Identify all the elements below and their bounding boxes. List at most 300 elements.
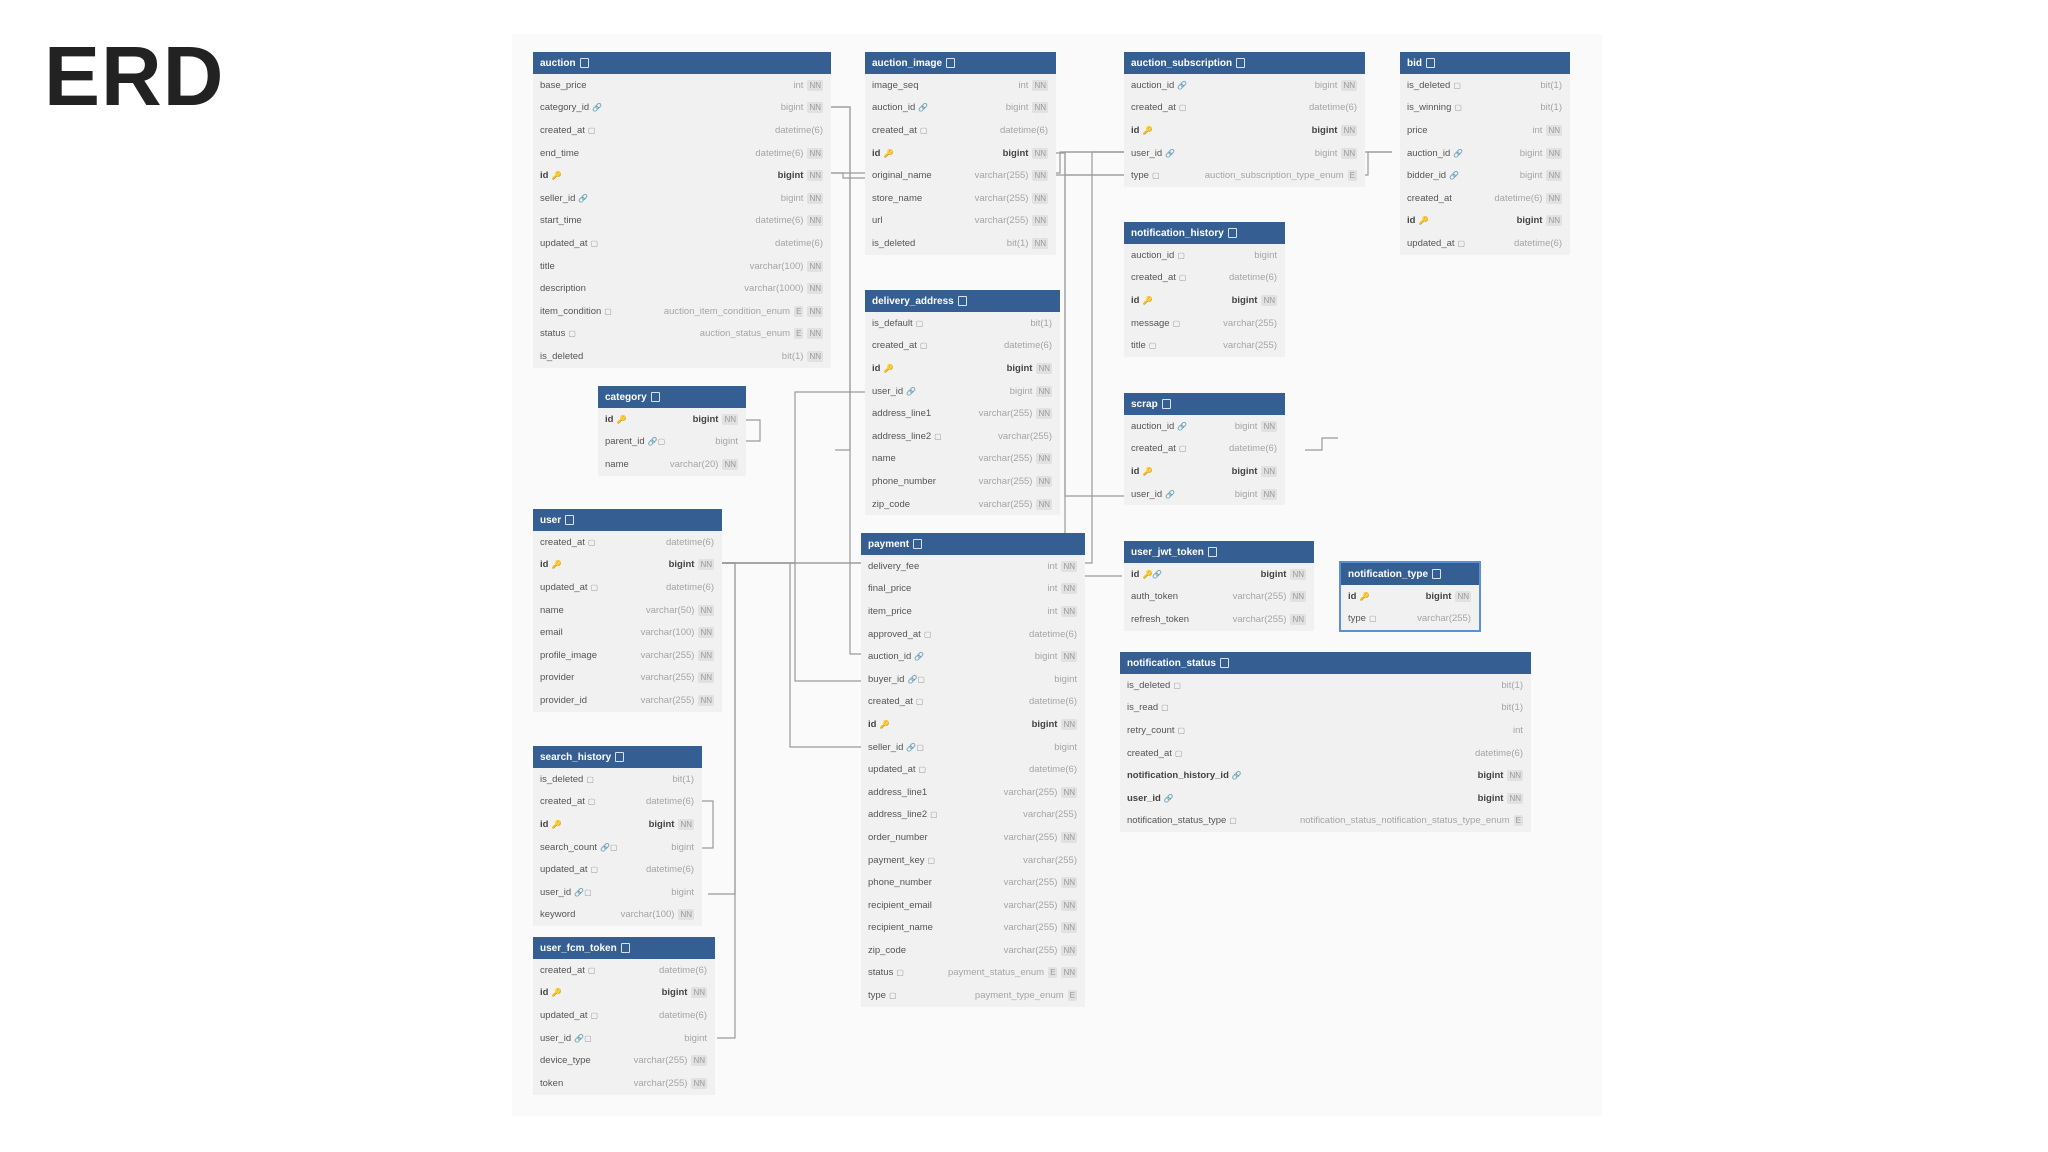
field-type: notification_status_notification_status_type_enum xyxy=(1299,815,1510,827)
table-header[interactable] xyxy=(865,52,1056,74)
field-name: created_at xyxy=(868,696,913,708)
note-icon xyxy=(615,752,624,762)
table-field-row[interactable] xyxy=(865,97,1056,120)
field-name: auction_id xyxy=(1131,249,1175,261)
table-header[interactable] xyxy=(598,386,746,408)
enum-badge: E xyxy=(1515,816,1521,826)
field-name: address_line1 xyxy=(868,786,928,798)
field-name: auction_id xyxy=(1131,420,1175,432)
table-field-row[interactable] xyxy=(865,335,1060,358)
table-field-row[interactable] xyxy=(533,1072,715,1095)
table-user_fcm_token[interactable] xyxy=(533,937,715,1095)
table-field-row[interactable] xyxy=(865,357,1060,380)
field-type: bigint xyxy=(1519,170,1543,182)
field-type: varchar(255) xyxy=(974,192,1029,204)
table-header[interactable] xyxy=(861,533,1085,555)
table-field-row[interactable] xyxy=(861,894,1085,917)
not-null-badge: NN xyxy=(700,673,712,683)
table-field-row[interactable] xyxy=(865,448,1060,471)
key-icon: 🔗▢ xyxy=(647,437,666,447)
not-null-badge: NN xyxy=(1038,499,1050,509)
not-null-badge: NN xyxy=(1034,80,1046,90)
table-header[interactable] xyxy=(1124,393,1285,415)
table-field-row[interactable] xyxy=(865,493,1060,516)
field-type: varchar(255) xyxy=(1232,613,1287,625)
field-name: email xyxy=(540,627,563,639)
field-name: device_type xyxy=(540,1055,591,1067)
not-null-badge: NN xyxy=(1063,878,1075,888)
not-null-badge: NN xyxy=(809,80,821,90)
table-field-row[interactable] xyxy=(533,791,702,814)
table-field-row[interactable] xyxy=(533,959,715,982)
table-field-row[interactable] xyxy=(861,804,1085,827)
table-field-row[interactable] xyxy=(533,813,702,836)
field-type: bigint xyxy=(1234,488,1258,500)
key-icon: ▢ xyxy=(1172,318,1181,328)
key-icon: ▢ xyxy=(1173,680,1181,690)
field-name: approved_at xyxy=(868,628,921,640)
table-field-row[interactable] xyxy=(1124,415,1285,438)
field-name: title xyxy=(1131,340,1146,352)
table-field-row[interactable] xyxy=(1400,142,1570,165)
field-type: varchar(255) xyxy=(1232,591,1287,603)
table-field-row[interactable] xyxy=(598,431,746,454)
field-name: created_at xyxy=(1131,102,1176,114)
table-field-row[interactable] xyxy=(533,644,722,667)
table-scrap[interactable] xyxy=(1124,393,1285,505)
table-user[interactable] xyxy=(533,509,722,712)
table-name: scrap xyxy=(1131,398,1158,410)
field-name: is_deleted xyxy=(1407,79,1451,91)
table-field-row[interactable] xyxy=(1400,119,1570,142)
key-icon: ▢ xyxy=(604,306,612,316)
field-name: item_price xyxy=(868,605,912,617)
field-name: id xyxy=(1131,465,1140,477)
field-name: updated_at xyxy=(540,237,588,249)
key-icon: ▢ xyxy=(586,774,594,784)
table-field-row[interactable] xyxy=(1124,608,1314,631)
not-null-badge: NN xyxy=(680,910,692,920)
field-type: datetime(6) xyxy=(658,1009,707,1021)
table-category[interactable] xyxy=(598,386,746,476)
field-type: int xyxy=(1018,79,1029,91)
table-field-row[interactable] xyxy=(1124,97,1365,120)
field-type: datetime(6) xyxy=(1308,102,1357,114)
table-field-row[interactable] xyxy=(865,74,1056,97)
note-icon xyxy=(1220,658,1229,668)
table-field-row[interactable] xyxy=(533,119,831,142)
not-null-badge: NN xyxy=(809,284,821,294)
table-field-row[interactable] xyxy=(533,345,831,368)
table-header[interactable] xyxy=(1124,222,1285,244)
table-field-row[interactable] xyxy=(533,232,831,255)
table-field-row[interactable] xyxy=(1124,483,1285,506)
table-field-row[interactable] xyxy=(861,600,1085,623)
table-field-row[interactable] xyxy=(533,1049,715,1072)
enum-badge: E xyxy=(796,329,802,339)
field-name: refresh_token xyxy=(1131,613,1190,625)
table-field-row[interactable] xyxy=(533,554,722,577)
table-bid[interactable] xyxy=(1400,52,1570,255)
field-type: bit(1) xyxy=(672,773,694,785)
field-type: varchar(255) xyxy=(974,170,1029,182)
field-name: auction_id xyxy=(872,102,916,114)
note-icon xyxy=(621,943,630,953)
table-field-row[interactable] xyxy=(533,97,831,120)
key-icon: ▢ xyxy=(587,125,596,135)
not-null-badge: NN xyxy=(1063,652,1075,662)
table-name: user_fcm_token xyxy=(540,942,617,954)
not-null-badge: NN xyxy=(1038,476,1050,486)
table-field-row[interactable] xyxy=(865,402,1060,425)
table-field-row[interactable] xyxy=(533,904,702,927)
not-null-badge: NN xyxy=(1063,584,1075,594)
not-null-badge: NN xyxy=(1263,466,1275,476)
not-null-badge: NN xyxy=(1063,606,1075,616)
table-field-row[interactable] xyxy=(1400,232,1570,255)
not-null-badge: NN xyxy=(1063,561,1075,571)
field-type: bigint xyxy=(780,192,804,204)
table-field-row[interactable] xyxy=(861,623,1085,646)
field-name: is_deleted xyxy=(872,237,916,249)
table-header[interactable] xyxy=(1120,652,1531,674)
field-name: is_deleted xyxy=(1127,679,1171,691)
field-name: id xyxy=(540,987,549,999)
field-name: seller_id xyxy=(868,741,904,753)
field-name: store_name xyxy=(872,192,923,204)
table-field-row[interactable] xyxy=(533,1004,715,1027)
table-field-row[interactable] xyxy=(533,531,722,554)
not-null-badge: NN xyxy=(1063,945,1075,955)
table-name: notification_status xyxy=(1127,657,1216,669)
field-type: bit(1) xyxy=(1540,79,1562,91)
table-field-row[interactable] xyxy=(533,881,702,904)
field-name: seller_id xyxy=(540,192,576,204)
not-null-badge: NN xyxy=(1263,489,1275,499)
not-null-badge: NN xyxy=(700,560,712,570)
not-null-badge: NN xyxy=(693,988,705,998)
table-field-row[interactable] xyxy=(533,74,831,97)
table-delivery_address[interactable] xyxy=(865,290,1060,515)
table-header[interactable] xyxy=(1400,52,1570,74)
key-icon: 🔗 xyxy=(914,652,925,662)
table-field-row[interactable] xyxy=(861,984,1085,1007)
table-header[interactable] xyxy=(1341,563,1479,585)
key-icon: ▢ xyxy=(1178,273,1187,283)
key-icon: ▢ xyxy=(590,582,599,592)
not-null-badge: NN xyxy=(1548,216,1560,226)
table-field-row[interactable] xyxy=(865,425,1060,448)
table-header[interactable] xyxy=(1124,541,1314,563)
field-type: datetime(6) xyxy=(1228,443,1277,455)
not-null-badge: NN xyxy=(809,306,821,316)
table-field-row[interactable] xyxy=(533,836,702,859)
field-type: payment_type_enum xyxy=(974,990,1064,1002)
not-null-badge: NN xyxy=(1548,125,1560,135)
note-icon xyxy=(1236,58,1245,68)
table-field-row[interactable] xyxy=(861,849,1085,872)
table-field-row[interactable] xyxy=(1124,267,1285,290)
field-name: auction_id xyxy=(1131,79,1175,91)
not-null-badge: NN xyxy=(1063,719,1075,729)
table-field-row[interactable] xyxy=(533,667,722,690)
table-field-row[interactable] xyxy=(865,210,1056,233)
field-type: varchar(50) xyxy=(645,604,695,616)
not-null-badge: NN xyxy=(1034,171,1046,181)
not-null-badge: NN xyxy=(809,193,821,203)
key-icon: 🔗 xyxy=(592,103,603,113)
field-type: bigint xyxy=(1231,294,1258,306)
key-icon: 🔗 xyxy=(1177,80,1188,90)
field-type: datetime(6) xyxy=(1028,628,1077,640)
table-field-row[interactable] xyxy=(865,380,1060,403)
table-header[interactable] xyxy=(865,290,1060,312)
table-field-row[interactable] xyxy=(1124,289,1285,312)
key-icon: 🔑 xyxy=(616,414,627,424)
key-icon: ▢ xyxy=(1151,171,1160,181)
not-null-badge: NN xyxy=(1034,238,1046,248)
key-icon: ▢ xyxy=(1454,103,1462,113)
table-field-row[interactable] xyxy=(533,164,831,187)
field-name: notification_history_id xyxy=(1127,770,1229,782)
table-field-row[interactable] xyxy=(1124,460,1285,483)
table-field-row[interactable] xyxy=(1124,334,1285,357)
note-icon xyxy=(1162,399,1171,409)
table-field-row[interactable] xyxy=(1124,438,1285,461)
key-icon: ▢ xyxy=(888,991,897,1001)
table-field-row[interactable] xyxy=(865,187,1056,210)
field-type: bigint xyxy=(1519,147,1543,159)
table-field-row[interactable] xyxy=(1120,810,1531,833)
table-field-row[interactable] xyxy=(865,164,1056,187)
table-auction_image[interactable] xyxy=(865,52,1056,255)
table-field-row[interactable] xyxy=(1120,742,1531,765)
field-type: varchar(255) xyxy=(998,430,1052,442)
field-type: datetime(6) xyxy=(1003,340,1052,352)
field-name: name xyxy=(605,458,629,470)
key-icon: 🔑 xyxy=(1359,591,1370,601)
table-field-row[interactable] xyxy=(861,736,1085,759)
field-type: varchar(255) xyxy=(1003,944,1058,956)
field-type: bigint xyxy=(1260,568,1287,580)
not-null-badge: NN xyxy=(1343,125,1355,135)
table-field-row[interactable] xyxy=(598,453,746,476)
key-icon: ▢ xyxy=(587,797,596,807)
table-field-row[interactable] xyxy=(861,668,1085,691)
field-type: datetime(6) xyxy=(999,124,1048,136)
table-field-row[interactable] xyxy=(1400,164,1570,187)
table-field-row[interactable] xyxy=(1120,764,1531,787)
field-type: varchar(255) xyxy=(1223,317,1277,329)
key-icon: ▢ xyxy=(1177,250,1185,260)
table-field-row[interactable] xyxy=(1124,74,1365,97)
field-type: datetime(6) xyxy=(1474,747,1523,759)
field-type: datetime(6) xyxy=(1228,272,1277,284)
field-name: payment_key xyxy=(868,854,925,866)
field-name: id xyxy=(540,818,549,830)
key-icon: 🔑 xyxy=(1142,125,1153,135)
table-field-row[interactable] xyxy=(1120,697,1531,720)
table-field-row[interactable] xyxy=(1400,74,1570,97)
table-field-row[interactable] xyxy=(533,277,831,300)
key-icon: ▢ xyxy=(919,125,928,135)
table-user_jwt_token[interactable] xyxy=(1124,541,1314,631)
field-name: profile_image xyxy=(540,649,598,661)
table-payment[interactable] xyxy=(861,533,1085,1007)
key-icon: ▢ xyxy=(590,238,599,248)
not-null-badge: NN xyxy=(1343,148,1355,158)
not-null-badge: NN xyxy=(809,148,821,158)
field-type: bigint xyxy=(1002,147,1029,159)
table-field-row[interactable] xyxy=(1400,97,1570,120)
field-type: varchar(255) xyxy=(1023,809,1077,821)
table-field-row[interactable] xyxy=(533,599,722,622)
not-null-badge: NN xyxy=(1509,793,1521,803)
field-type: bigint xyxy=(715,436,738,448)
field-type: int xyxy=(793,79,804,91)
key-icon: ▢ xyxy=(1161,703,1169,713)
table-search_history[interactable] xyxy=(533,746,702,926)
table-field-row[interactable] xyxy=(533,576,722,599)
table-field-row[interactable] xyxy=(533,300,831,323)
table-field-row[interactable] xyxy=(861,691,1085,714)
field-type: varchar(255) xyxy=(978,498,1033,510)
table-field-row[interactable] xyxy=(865,142,1056,165)
table-field-row[interactable] xyxy=(861,917,1085,940)
table-field-row[interactable] xyxy=(861,781,1085,804)
key-icon: 🔑 xyxy=(551,560,562,570)
table-field-row[interactable] xyxy=(1341,608,1479,631)
table-field-row[interactable] xyxy=(533,982,715,1005)
field-type: varchar(255) xyxy=(978,453,1033,465)
field-type: bigint xyxy=(1477,770,1504,782)
field-type: bit(1) xyxy=(1540,102,1562,114)
table-field-row[interactable] xyxy=(533,187,831,210)
field-name: token xyxy=(540,1077,564,1089)
field-type: datetime(6) xyxy=(1028,764,1077,776)
table-header[interactable] xyxy=(1124,52,1365,74)
field-name: is_winning xyxy=(1407,102,1452,114)
table-field-row[interactable] xyxy=(533,768,702,791)
key-icon: 🔗 xyxy=(1165,148,1176,158)
table-field-row[interactable] xyxy=(865,312,1060,335)
table-name: payment xyxy=(868,538,910,550)
table-notification_history[interactable] xyxy=(1124,222,1285,357)
table-field-row[interactable] xyxy=(865,232,1056,255)
key-icon: ▢ xyxy=(590,1010,599,1020)
field-name: id xyxy=(1131,124,1140,136)
table-field-row[interactable] xyxy=(865,119,1056,142)
table-field-row[interactable] xyxy=(861,555,1085,578)
table-field-row[interactable] xyxy=(861,962,1085,985)
field-type: datetime(6) xyxy=(1513,237,1562,249)
table-name: notification_type xyxy=(1348,568,1429,580)
table-field-row[interactable] xyxy=(861,939,1085,962)
table-notification_type[interactable] xyxy=(1341,563,1479,630)
field-type: bigint xyxy=(1031,718,1058,730)
table-field-row[interactable] xyxy=(1120,674,1531,697)
table-field-row[interactable] xyxy=(861,758,1085,781)
key-icon: 🔗▢ xyxy=(574,1033,592,1043)
key-icon: ▢ xyxy=(1457,238,1466,248)
key-icon: 🔗▢ xyxy=(907,674,925,684)
table-field-row[interactable] xyxy=(533,323,831,346)
note-icon xyxy=(1208,547,1217,557)
table-field-row[interactable] xyxy=(865,470,1060,493)
table-field-row[interactable] xyxy=(1400,210,1570,233)
table-field-row[interactable] xyxy=(533,142,831,165)
table-header[interactable] xyxy=(533,937,715,959)
key-icon: ▢ xyxy=(927,855,936,865)
field-name: recipient_name xyxy=(868,922,933,934)
key-icon: 🔗▢ xyxy=(906,742,924,752)
table-field-row[interactable] xyxy=(1124,119,1365,142)
table-auction[interactable] xyxy=(533,52,831,368)
field-name: user_id xyxy=(1131,147,1163,159)
table-header[interactable] xyxy=(533,509,722,531)
table-field-row[interactable] xyxy=(861,713,1085,736)
table-field-row[interactable] xyxy=(861,645,1085,668)
table-field-row[interactable] xyxy=(533,689,722,712)
field-type: datetime(6) xyxy=(645,864,694,876)
table-field-row[interactable] xyxy=(1124,312,1285,335)
table-field-row[interactable] xyxy=(533,210,831,233)
table-header[interactable] xyxy=(533,52,831,74)
table-field-row[interactable] xyxy=(861,871,1085,894)
table-field-row[interactable] xyxy=(861,578,1085,601)
table-field-row[interactable] xyxy=(861,826,1085,849)
table-field-row[interactable] xyxy=(1120,719,1531,742)
field-type: bigint xyxy=(671,841,694,853)
table-auction_subscription[interactable] xyxy=(1124,52,1365,187)
field-name: auction_id xyxy=(1407,147,1451,159)
table-field-row[interactable] xyxy=(533,1027,715,1050)
table-field-row[interactable] xyxy=(1400,187,1570,210)
field-name: auth_token xyxy=(1131,591,1179,603)
field-name: created_at xyxy=(1131,272,1176,284)
key-icon: ▢ xyxy=(1368,614,1377,624)
table-header[interactable] xyxy=(533,746,702,768)
table-field-row[interactable] xyxy=(598,408,746,431)
key-icon: 🔑 xyxy=(883,363,894,373)
not-null-badge: NN xyxy=(1063,968,1075,978)
table-field-row[interactable] xyxy=(1124,244,1285,267)
table-field-row[interactable] xyxy=(1124,142,1365,165)
field-name: order_number xyxy=(868,831,928,843)
not-null-badge: NN xyxy=(1548,148,1560,158)
table-field-row[interactable] xyxy=(1124,563,1314,586)
field-name: price xyxy=(1407,124,1428,136)
table-field-row[interactable] xyxy=(533,255,831,278)
field-name: is_deleted xyxy=(540,350,584,362)
field-type: datetime(6) xyxy=(645,796,694,808)
table-field-row[interactable] xyxy=(1124,586,1314,609)
table-field-row[interactable] xyxy=(1124,164,1365,187)
field-name: is_read xyxy=(1127,702,1159,714)
table-field-row[interactable] xyxy=(1120,787,1531,810)
field-type: bigint xyxy=(1314,147,1338,159)
key-icon: 🔑 xyxy=(551,988,562,998)
table-field-row[interactable] xyxy=(533,858,702,881)
table-notification_status[interactable] xyxy=(1120,652,1531,832)
table-field-row[interactable] xyxy=(1341,585,1479,608)
table-field-row[interactable] xyxy=(533,621,722,644)
not-null-badge: NN xyxy=(809,329,821,339)
field-name: user_id xyxy=(1131,488,1163,500)
enum-badge: E xyxy=(1050,968,1056,978)
not-null-badge: NN xyxy=(1038,454,1050,464)
field-name: auction_id xyxy=(868,651,912,663)
